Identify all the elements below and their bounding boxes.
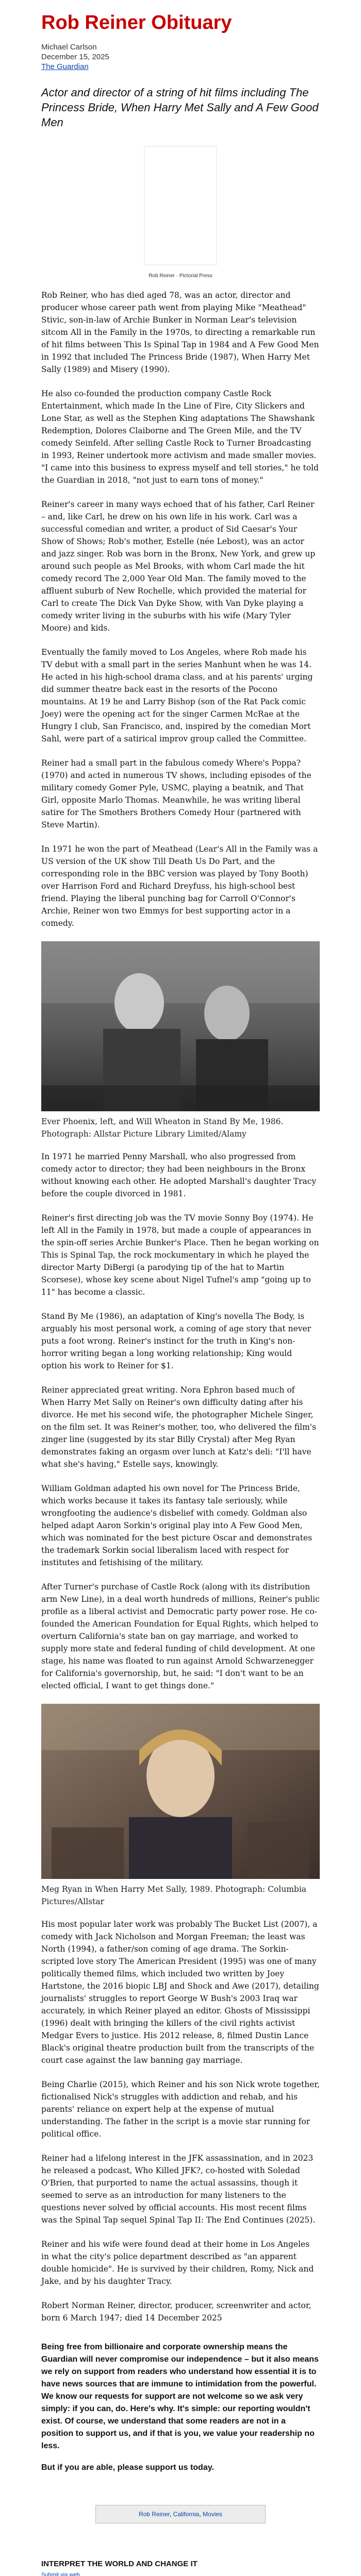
top-figure [41,141,320,279]
publish-date: December 15, 2025 [41,53,109,61]
body-paragraph: Reiner's first directing job was the TV movie Sonny Boy (1974). He left All in the Family in 1978, but made a couple of appearances in the spin-off series Archie Bunker's Place. Then he began working on This is Spinal Tap, the rock mockumentary in which he played the director Marty DiBergi (a parodying tip of the hat to Martin Scorsese), whose key scene about Nigel Tufnel's amp "going up to 11" has become a classic. [41,1213,319,1297]
footer-links [41,2571,320,2576]
body-paragraph: After Turner's purchase of Castle Rock (along with its distribution arm New Line), in a deal worth hundreds of millions, Reiner's public profile as a liberal activist and Democratic party power rose. He co-founded the American Foundation for Equal Rights, which helped to overturn California's state ban on gay marriage, and worked to supply more state and federal funding of child development. At one stage, his name was floated to run against Arnold Schwarzenegger for California's governorship, but, he said: "I don't want to be an elected official, I want to get things done." [41,1582,320,1690]
stand-by-me-photo [41,941,320,1111]
top-photo [41,141,320,270]
body-paragraph: His most popular later work was probably The Bucket List (2007), a comedy with Jack Nicholson and Morgan Freeman; the least was North (1994), a father/son coming of age drama. The Sorkin-scripted love story The American President (1995) was one of many politically themed films, which included two written by Joey Hartstone, the 2016 biopic LBJ and Shock and Awe (2017), detailing journalists' struggles to report George W Bush's 2003 Iraq war accurately, in which Reiner played an editor. Ghosts of Mississippi (1996) dealt with bringing the killers of the civil rights activist Medgar Evers to justice. His 2012 release, 8, filmed Dustin Lance Black's original theatre production built from the transcripts of the court case against the law banning gay marriage. [41,1920,319,2065]
body-paragraph: Reiner and his wife were found dead at their home in Los Angeles in what the city's police department described as "an apparent double homicide". He is survived by their children, Romy, Nick and Jake, and by his daughter Tracy. [41,2240,314,2286]
tag-bar: Rob Reiner, California, Movies [95,2505,266,2523]
support-appeal-end: But if you are able, please support us today. [41,2463,214,2472]
harry-sally-svg [41,1704,320,1879]
body-paragraph: William Goldman adapted his own novel for The Princess Bride, which works because it takes its fantasy tale seriously, while wrongfooting the audience's disbelief with comedy. Goldman also helped adapt Aaron Sorkin's original play into A Few Good Men, which was nominated for the best picture Oscar and demonstrates the trademark Sorkin social liberalism laced with respect for institutes and fetishising of the military. [41,1484,313,1567]
source-link[interactable]: The Guardian [41,62,89,71]
body-paragraph: Reiner had a lifelong interest in the JFK assassination, and in 2023 he released a podcast, Who Killed JFK?, co-hosted with Soledad O'Brien, that purported to name the actual assassins, though it seemed to serve as an introduction for many listeners to the questions never solved by official accounts. His most recent films was the Spinal Tap sequel Spinal Tap II: The End Continues (2025). [41,2154,316,2225]
body-paragraph: Reiner had a small part in the fabulous comedy Where's Poppa? (1970) and acted in numerous TV shows, including episodes of the military comedy Gomer Pyle, USMC, playing a beatnik, and That Girl, opposite Marlo Thomas. Meanwhile, he was writing liberal satire for The Smothers Brothers Comedy Hour (partnered with Steve Martin). [41,758,311,829]
top-photo-svg [41,141,320,270]
top-photo-caption: Rob Reiner · Pictorial Press [149,273,212,279]
tag-link[interactable]: California [173,2511,200,2518]
body-paragraph: Stand By Me (1986), an adaptation of King's novella The Body, is arguably his most personal work, a coming of age story that never puts a foot wrong. Reiner's instinct for the truth in King's non-horror writing began a long working relationship; King would option his work to Reiner for $1. [41,1312,311,1370]
body-paragraph: Robert Norman Reiner, director, producer, screenwriter and actor, born 6 March 1947; died 14 December 2025 [41,2301,311,2323]
lower-photo-caption: Meg Ryan in When Harry Met Sally, 1989. Photograph: Columbia Pictures/Allstar [41,1885,307,1906]
stand-by-me-svg [41,941,320,1111]
standfirst: Actor and director of a string of hit films including The Princess Bride, When Harry Met Sally and A Few Good Men [41,86,319,129]
footer-heading: INTERPRET THE WORLD AND CHANGE IT [41,2560,198,2568]
tag-link[interactable]: Movies [203,2511,223,2518]
tag-link[interactable]: Rob Reiner [138,2511,170,2518]
mid-figure [41,941,320,1140]
body-paragraph: He also co-founded the production company Castle Rock Entertainment, which made In the Line of Fire, City Slickers and Lone Star, as well as the Stephen King adaptations The Shawshank Redemption, Dolores Claiborne and The Green Mile, and the TV comedy Seinfeld. After selling Castle Rock to Turner Broadcasting in 1993, Reiner undertook more activism and made smaller movies. "I came into this business to express myself and tell stories," he told the Guardian in 2018, "not just to earn tons of money." [41,389,319,485]
support-appeal: Being free from billionaire and corporate ownership means the Guardian will never compromise our independence – but it also means we rely on support from readers who understand how essential it is to have news sources that are immune to intimidation from the powerful. We know our requests for support are not welcome so we ask very simply: if you can, do. Here's why. It's simple: our reporting wouldn't exist. Of course, we understand that some readers are not in a position to support us, and if that is you, we value your readership no less. [41,2343,319,2450]
article-page [41,0,320,2576]
lower-figure [41,1704,320,1908]
body-paragraph: Being Charlie (2015), which Reiner and his son Nick wrote together, fictionalised Nick's struggles with addiction and rehab, and his parents' reliance on expert help at the expense of mutual understanding. The father in the script is a movie star running for political office. [41,2080,320,2139]
author: Michael Carlson [41,43,97,52]
article-meta [41,42,320,72]
mid-photo-caption: Ever Phoenix, left, and Will Wheaton in Stand By Me, 1986. Photograph: Allstar Picture Library Limited/Alamy [41,1117,284,1139]
submit-web-link[interactable]: Submit via web [41,2572,80,2576]
article-title: Rob Reiner Obituary [41,12,232,33]
body-paragraph: In 1971 he won the part of Meathead (Lear's All in the Family was a US version of the UK show Till Death Us Do Part, and the corresponding role in the BBC version was played by Tony Booth) over Harrison Ford and Richard Dreyfuss, his high-school best friend. Playing the liberal punching bag for Carroll O'Connor's Archie, Reiner won two Emmys for best supporting actor in a comedy. [41,844,318,928]
body-paragraph: Reiner appreciated great writing. Nora Ephron based much of When Harry Met Sally on Reiner's own difficulty dating after his divorce. He met his second wife, the photographer Michele Singer, on the film set. It was Reiner's mother, too, who delivered the film's zinger line (suggested by its star Billy Crystal) after Meg Ryan demonstrates faking an orgasm over lunch at Katz's deli: "I'll have what she's having," Estelle says, knowingly. [41,1385,316,1469]
body-paragraph: In 1971 he married Penny Marshall, who also progressed from comedy actor to director; they had been neighbours in the Bronx without knowing each other. He adopted Marshall's daughter Tracy before the couple divorced in 1981. [41,1152,317,1198]
body-paragraph: Eventually the family moved to Los Angeles, where Rob made his TV debut with a small part in the series Manhunt when he was 14. He acted in his high-school drama class, and at his parents' urging did summer theatre back east in the resorts of the Pocono mountains. At 19 he and Larry Bishop (son of the Rat Pack comic Joey) were the opening act for the singer Carmen McRae at the Hungry I club, San Francisco, and, inspired by the comedian Mort Sahl, were part of a satirical improv group called the Committee. [41,648,313,743]
body-paragraph: Rob Reiner, who has died aged 78, was an actor, director and producer whose career path went from playing Mike "Meathead" Stivic, son-in-law of Archie Bunker in Norman Lear's television sitcom All in the Family in the 1970s, to directing a remarkable run of hit films between This Is Spinal Tap in 1984 and A Few Good Men in 1992 that included The Princess Bride (1987), When Harry Met Sally (1989) and Misery (1990). [41,291,319,374]
body-paragraph: Reiner's career in many ways echoed that of his father, Carl Reiner – and, like Carl, he drew on his own life in his work. Carl was a successful comedian and writer, a product of Sid Caesar's Your Show of Shows; Rob's mother, Estelle (née Lebost), was an actor and jazz singer. Rob was born in the Bronx, New York, and grew up around such people as Mel Brooks, with whom Carl made the hit comedy record The 2,000 Year Old Man. The family moved to the affluent suburb of New Rochelle, which provided the material for Carl to create The Dick Van Dyke Show, with Van Dyke playing a comedy writer living in the suburbs with his wife (Mary Tyler Moore) and kids. [41,500,316,633]
footer [41,2560,320,2576]
when-harry-met-sally-photo [41,1704,320,1879]
